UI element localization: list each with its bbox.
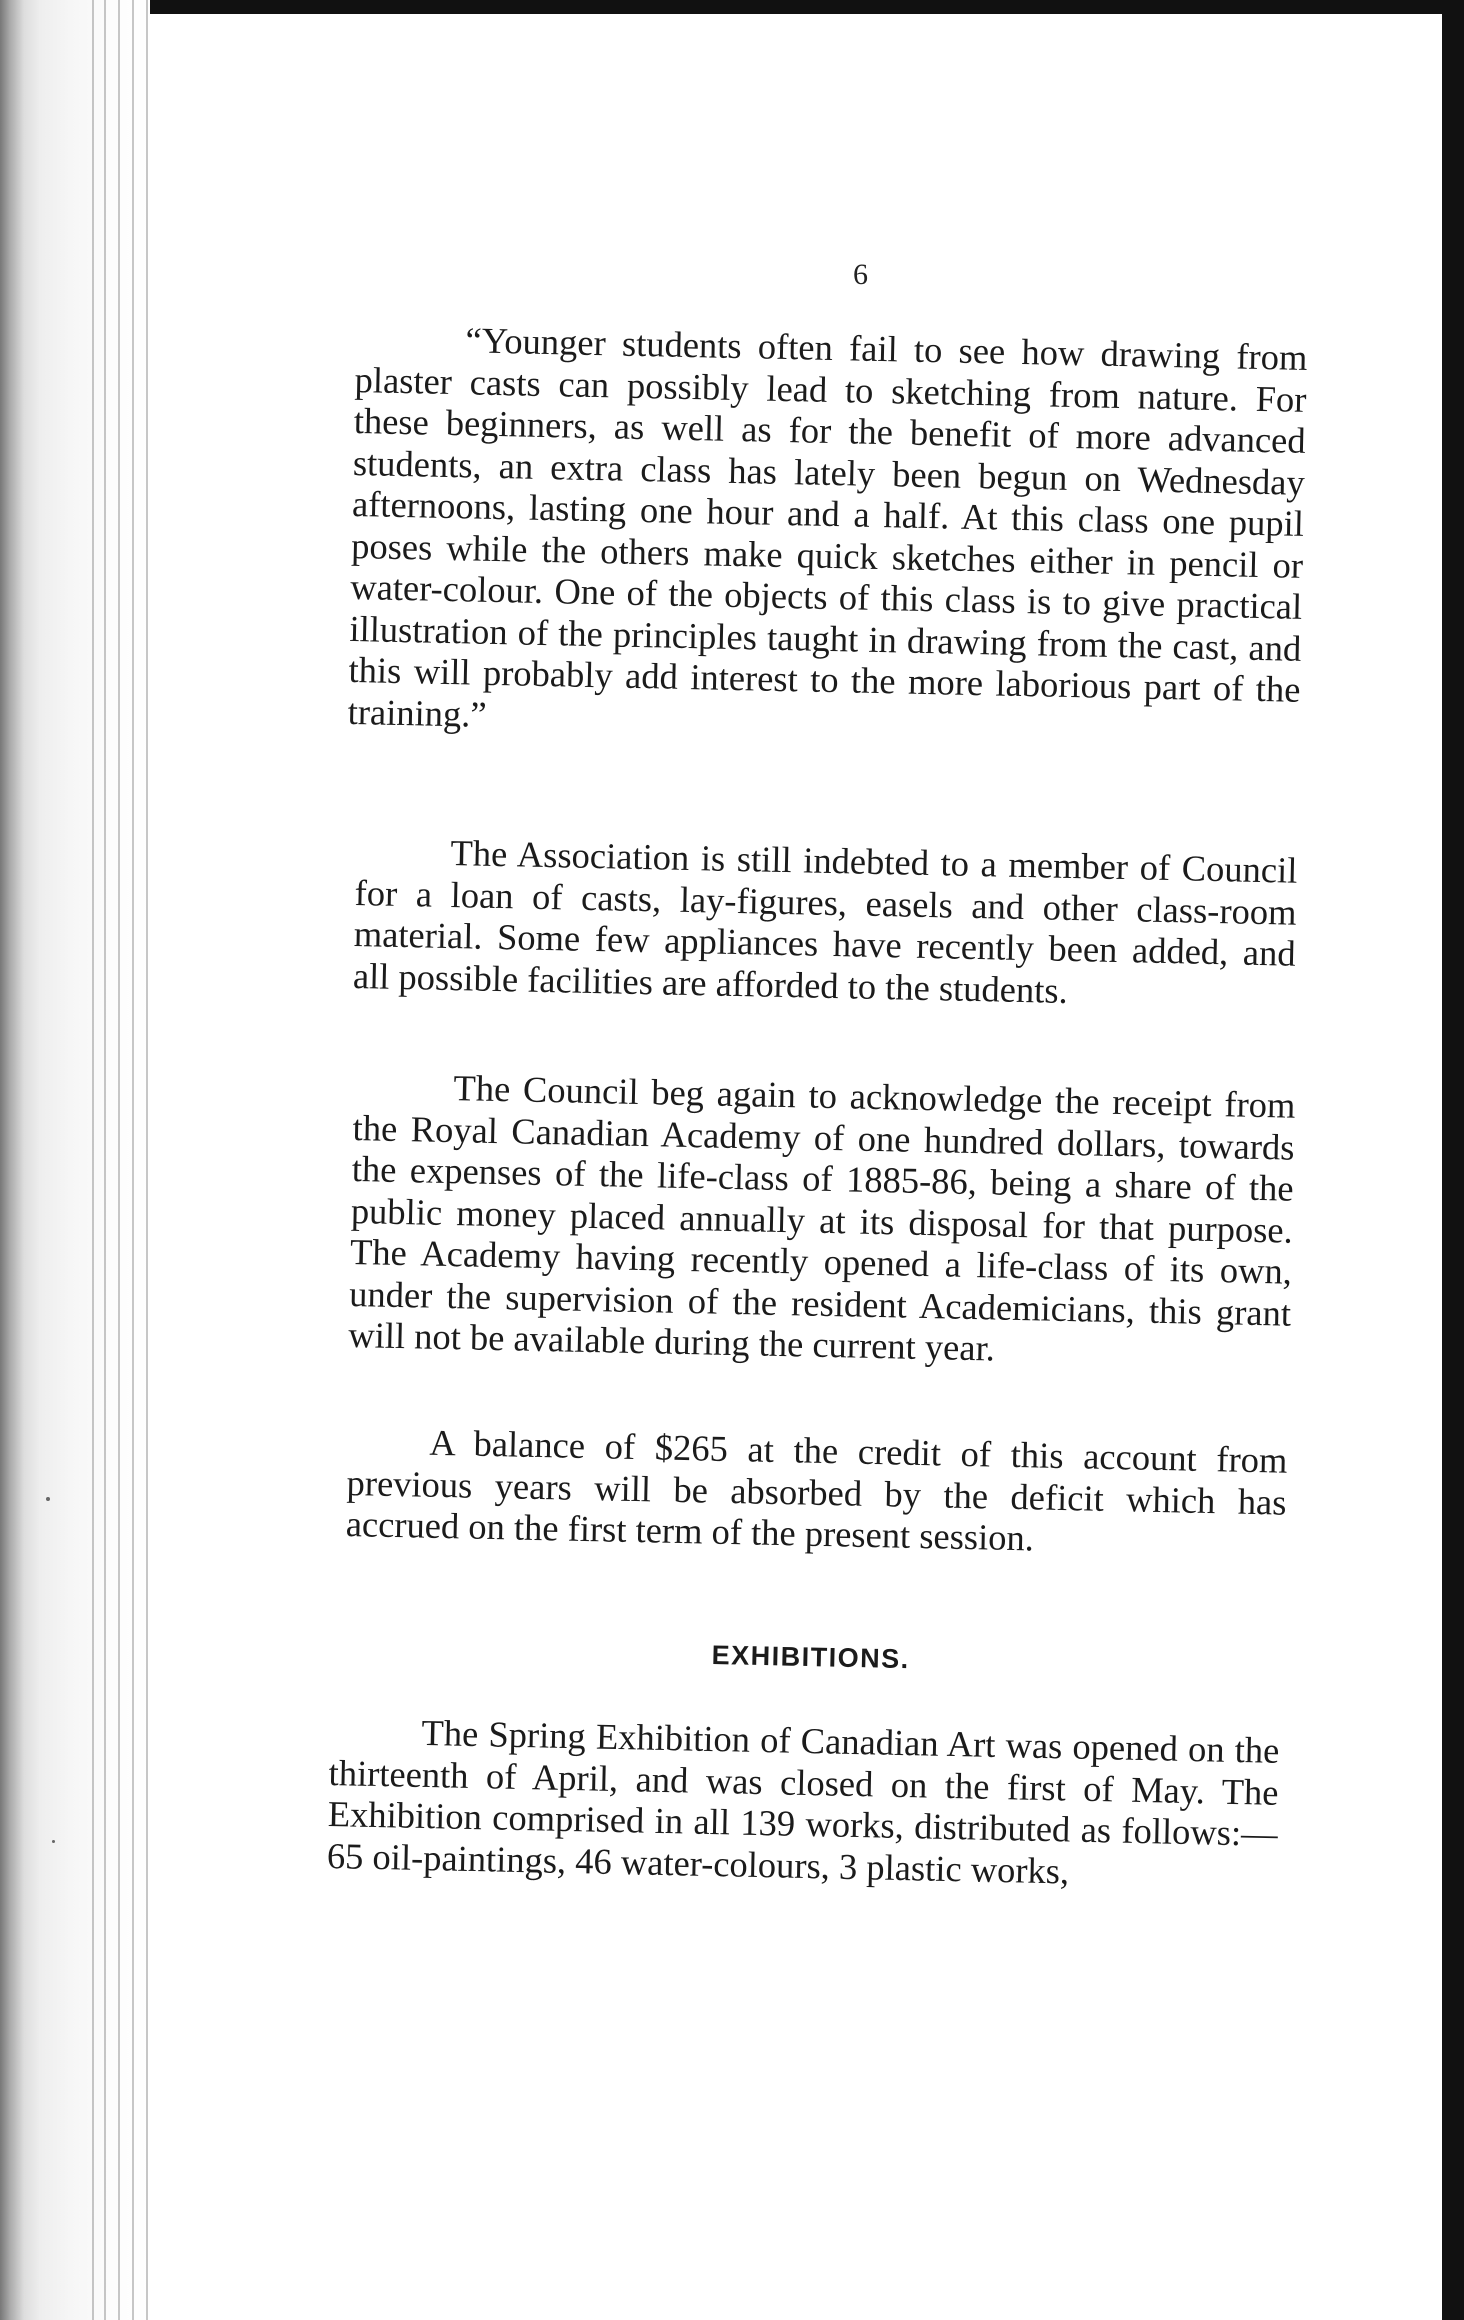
quoted-paragraph: “Younger students often fail to see how drawing from plaster casts can possibly lead to sketching from nature. For these beginners, as well as for the benefit of more advanced students, an extra class has lately been begun on Wednesday afternoons, lasting one hour and a half. At this class one pupil poses while the others make quick sketches either in pencil or water-colour. One of the objects of this class is to give practical illustration of the principles taught in drawing from the cast, and this will probably add interest to the more laborious part of the training.” [347,319,1308,735]
page-number: 6 [853,258,868,291]
scan-speck [46,1497,50,1501]
page-edge-line [104,0,106,2320]
section-heading-exhibitions: EXHIBITIONS. [711,1640,910,1675]
paragraph-spring-exhibition: The Spring Exhibition of Canadian Art was opened on the thirteenth of April, and was closed on the first of May. The Exhibition comprised in all 139 works, distributed as follows:—65 oil-paintings, 46 water-colours, 3 plastic works, [326,1711,1280,1892]
page-edge-line [146,0,148,2320]
page-edge-line [118,0,120,2320]
scan-speck [52,1840,55,1843]
paragraph-class-room-material: The Association is still indebted to a member of Council for a loan of casts, lay-figures, easels and other class-room material. Some few appliances have recently been added, and all possible facilities are afforded to the students. [352,831,1298,1011]
page-edge-line [92,0,94,2320]
scan-right-border [1442,0,1464,2320]
page-stack-edge [0,0,150,2320]
page-edge-line [132,0,134,2320]
paragraph-academy-grant: The Council beg again to acknowledge the receipt from the Royal Canadian Academy of one hundred dollars, towards the expenses of the life-class of 1885-86, being a share of the public money placed annually at its disposal for that purpose. The Academy having recently opened a life-class of its own, under the supervision of the resident Academicians, this grant will not be available during the current year. [347,1067,1296,1369]
paragraph-balance: A balance of $265 at the credit of this account from previous years will be absorbed by the deficit which has accrued on the first term of the present session. [345,1421,1288,1559]
scan-top-border [0,0,1464,14]
